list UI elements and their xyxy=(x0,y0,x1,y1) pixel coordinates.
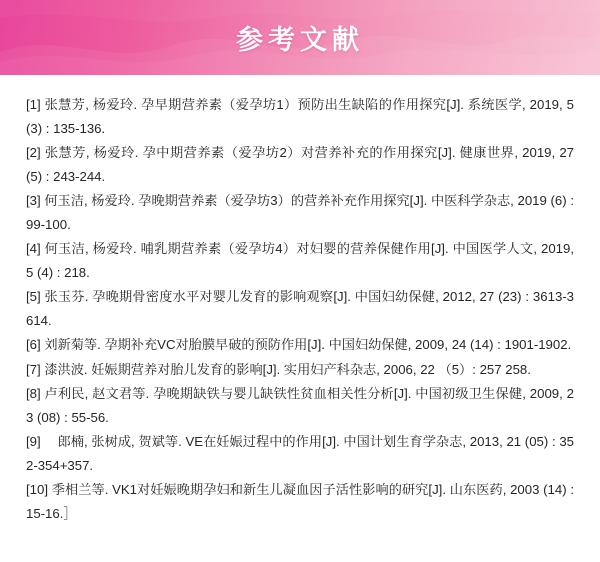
reference-text: [10] 季相兰等. VK1对妊娠晚期孕妇和新生儿凝血因子活性影响的研究[J]. 山东医药, 2003 (14) : 15-16.］ xyxy=(26,482,574,521)
list-item xyxy=(26,285,574,332)
reference-text: [5] 张玉芬. 孕晚期骨密度水平对婴儿发育的影响观察[J]. 中国妇幼保健, 2012, 27 (23) : 3613-3614. xyxy=(26,289,574,328)
list-item xyxy=(26,93,574,140)
reference-text: [1] 张慧芳, 杨爱玲. 孕早期营养素（爱孕坊1）预防出生缺陷的作用探究[J]. 系统医学, 2019, 5 (3) : 135-136. xyxy=(26,97,574,136)
list-item xyxy=(26,430,574,477)
reference-text: [2] 张慧芳, 杨爱玲. 孕中期营养素（爱孕坊2）对营养补充的作用探究[J]. 健康世界, 2019, 27 (5) : 243-244. xyxy=(26,145,574,184)
list-item xyxy=(26,478,574,525)
reference-text: [6] 刘新菊等. 孕期补充VC对胎膜早破的预防作用[J]. 中国妇幼保健, 2009, 24 (14) : 1901-1902. xyxy=(26,337,572,352)
page-title: 参考文献 xyxy=(236,25,364,55)
list-item xyxy=(26,141,574,188)
reference-text: [8] 卢利民, 赵文君等. 孕晚期缺铁与婴儿缺铁性贫血相关性分析[J]. 中国初级卫生保健, 2009, 23 (08) : 55-56. xyxy=(26,386,574,425)
page-header xyxy=(0,0,600,75)
reference-text: [7] 漆洪波. 妊娠期营养对胎儿发育的影响[J]. 实用妇产科杂志, 2006, 22 （5）: 257 258. xyxy=(26,361,531,377)
reference-text: [3] 何玉洁, 杨爱玲. 孕晚期营养素（爱孕坊3）的营养补充作用探究[J]. 中医科学杂志, 2019 (6) : 99-100. xyxy=(26,193,574,232)
reference-text: [4] 何玉洁, 杨爱玲. 哺乳期营养素（爱孕坊4）对妇婴的营养保健作用[J]. 中国医学人文, 2019, 5 (4) : 218. xyxy=(26,241,574,280)
list-item xyxy=(26,382,574,429)
list-item xyxy=(26,189,574,236)
reference-list xyxy=(0,75,600,562)
list-item xyxy=(26,333,574,357)
list-item xyxy=(26,237,574,284)
reference-text: [9] 郎楠, 张树成, 贺斌等. VE在妊娠过程中的作用[J]. 中国计划生育学杂志, 2013, 21 (05) : 352-354+357. xyxy=(26,434,574,473)
list-item xyxy=(26,358,574,382)
